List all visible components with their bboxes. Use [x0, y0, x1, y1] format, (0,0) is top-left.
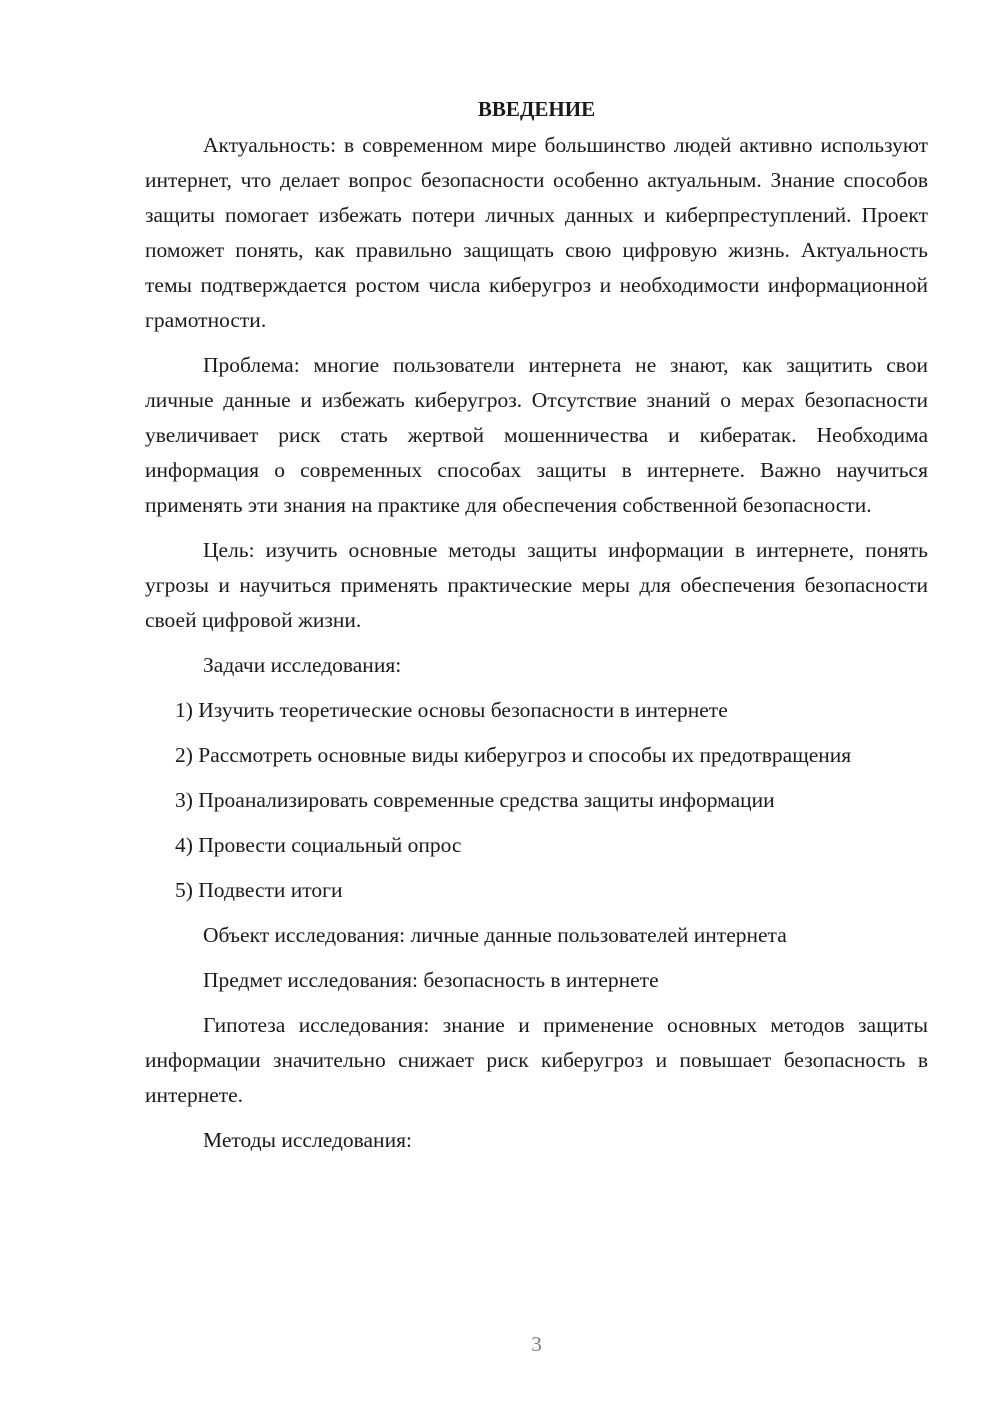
hypothesis-paragraph: Гипотеза исследования: знание и применение основных методов защиты информации значительно снижает риск киберугроз и повышает безопасность в интернете. — [145, 1013, 928, 1107]
object-line: Объект исследования: личные данные пользователей интернета — [203, 923, 787, 947]
methods-heading: Методы исследования: — [203, 1128, 412, 1152]
subject-line: Предмет исследования: безопасность в интернете — [203, 968, 659, 992]
tasks-heading: Задачи исследования: — [203, 653, 402, 677]
task-item-1: 1) Изучить теоретические основы безопасности в интернете — [175, 698, 728, 722]
problem-paragraph: Проблема: многие пользователи интернета не знают, как защитить свои личные данные и избежать киберугроз. Отсутствие знаний о мерах безопасности увеличивает риск стать жертвой мошенничества и кибератак. Необходима информация о современных способах защиты в интернете. Важно научиться применять эти знания на практике для обеспечения собственной безопасности. — [145, 353, 928, 517]
relevance-paragraph: Актуальность: в современном мире большинство людей активно используют интернет, что делает вопрос безопасности особенно актуальным. Знание способов защиты помогает избежать потери личных данных и киберпреступлений. Проект поможет понять, как правильно защищать свою цифровую жизнь. Актуальность темы подтверждается ростом числа киберугроз и необходимости информационной грамотности. — [145, 133, 928, 332]
task-item-3: 3) Проанализировать современные средства защиты информации — [175, 788, 775, 812]
document-page — [145, 92, 928, 1168]
section-title: ВВЕДЕНИЕ — [477, 97, 596, 121]
task-item-5: 5) Подвести итоги — [175, 878, 343, 902]
goal-paragraph: Цель: изучить основные методы защиты информации в интернете, понять угрозы и научиться применять практические меры для обеспечения безопасности своей цифровой жизни. — [145, 538, 928, 632]
task-item-2: 2) Рассмотреть основные виды киберугроз и способы их предотвращения — [175, 743, 852, 767]
page-number: 3 — [531, 1332, 542, 1356]
task-item-4: 4) Провести социальный опрос — [175, 833, 462, 857]
